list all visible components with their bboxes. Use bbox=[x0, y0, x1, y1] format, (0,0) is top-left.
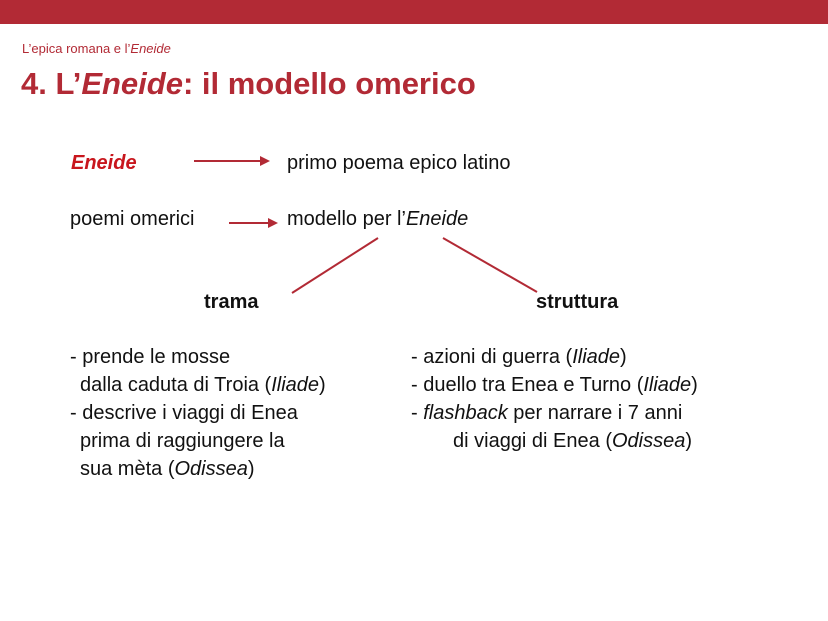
page-title: 4. L’Eneide: il modello omerico bbox=[21, 66, 476, 101]
poemi-omerici-label: poemi omerici bbox=[70, 208, 195, 230]
struttura-line-2: - duello tra Enea e Turno (Iliade) bbox=[411, 374, 698, 396]
breadcrumb: L’epica romana e l’Eneide bbox=[22, 41, 171, 56]
trama-line-2: dalla caduta di Troia (Iliade) bbox=[80, 374, 326, 396]
struttura-line-3: - flashback per narrare i 7 anni bbox=[411, 402, 683, 424]
struttura-line-4: di viaggi di Enea (Odissea) bbox=[453, 430, 693, 452]
trama-line-4: prima di raggiungere la bbox=[80, 430, 285, 452]
branch-line-trama bbox=[292, 238, 378, 293]
arrow-eneide-head bbox=[260, 156, 270, 166]
branch-struttura-heading: struttura bbox=[536, 291, 619, 313]
trama-line-3: - descrive i viaggi di Enea bbox=[70, 402, 298, 424]
struttura-line-1: - azioni di guerra (Iliade) bbox=[411, 346, 627, 368]
branch-line-struttura bbox=[443, 238, 537, 292]
trama-line-5: sua mèta (Odissea) bbox=[80, 458, 255, 480]
eneide-label: Eneide bbox=[71, 152, 137, 174]
modello-description: modello per l’Eneide bbox=[287, 208, 469, 230]
eneide-description: primo poema epico latino bbox=[287, 152, 511, 174]
arrow-poemi-head bbox=[268, 218, 278, 228]
branch-trama-heading: trama bbox=[204, 291, 259, 313]
trama-line-1: - prende le mosse bbox=[70, 346, 231, 368]
